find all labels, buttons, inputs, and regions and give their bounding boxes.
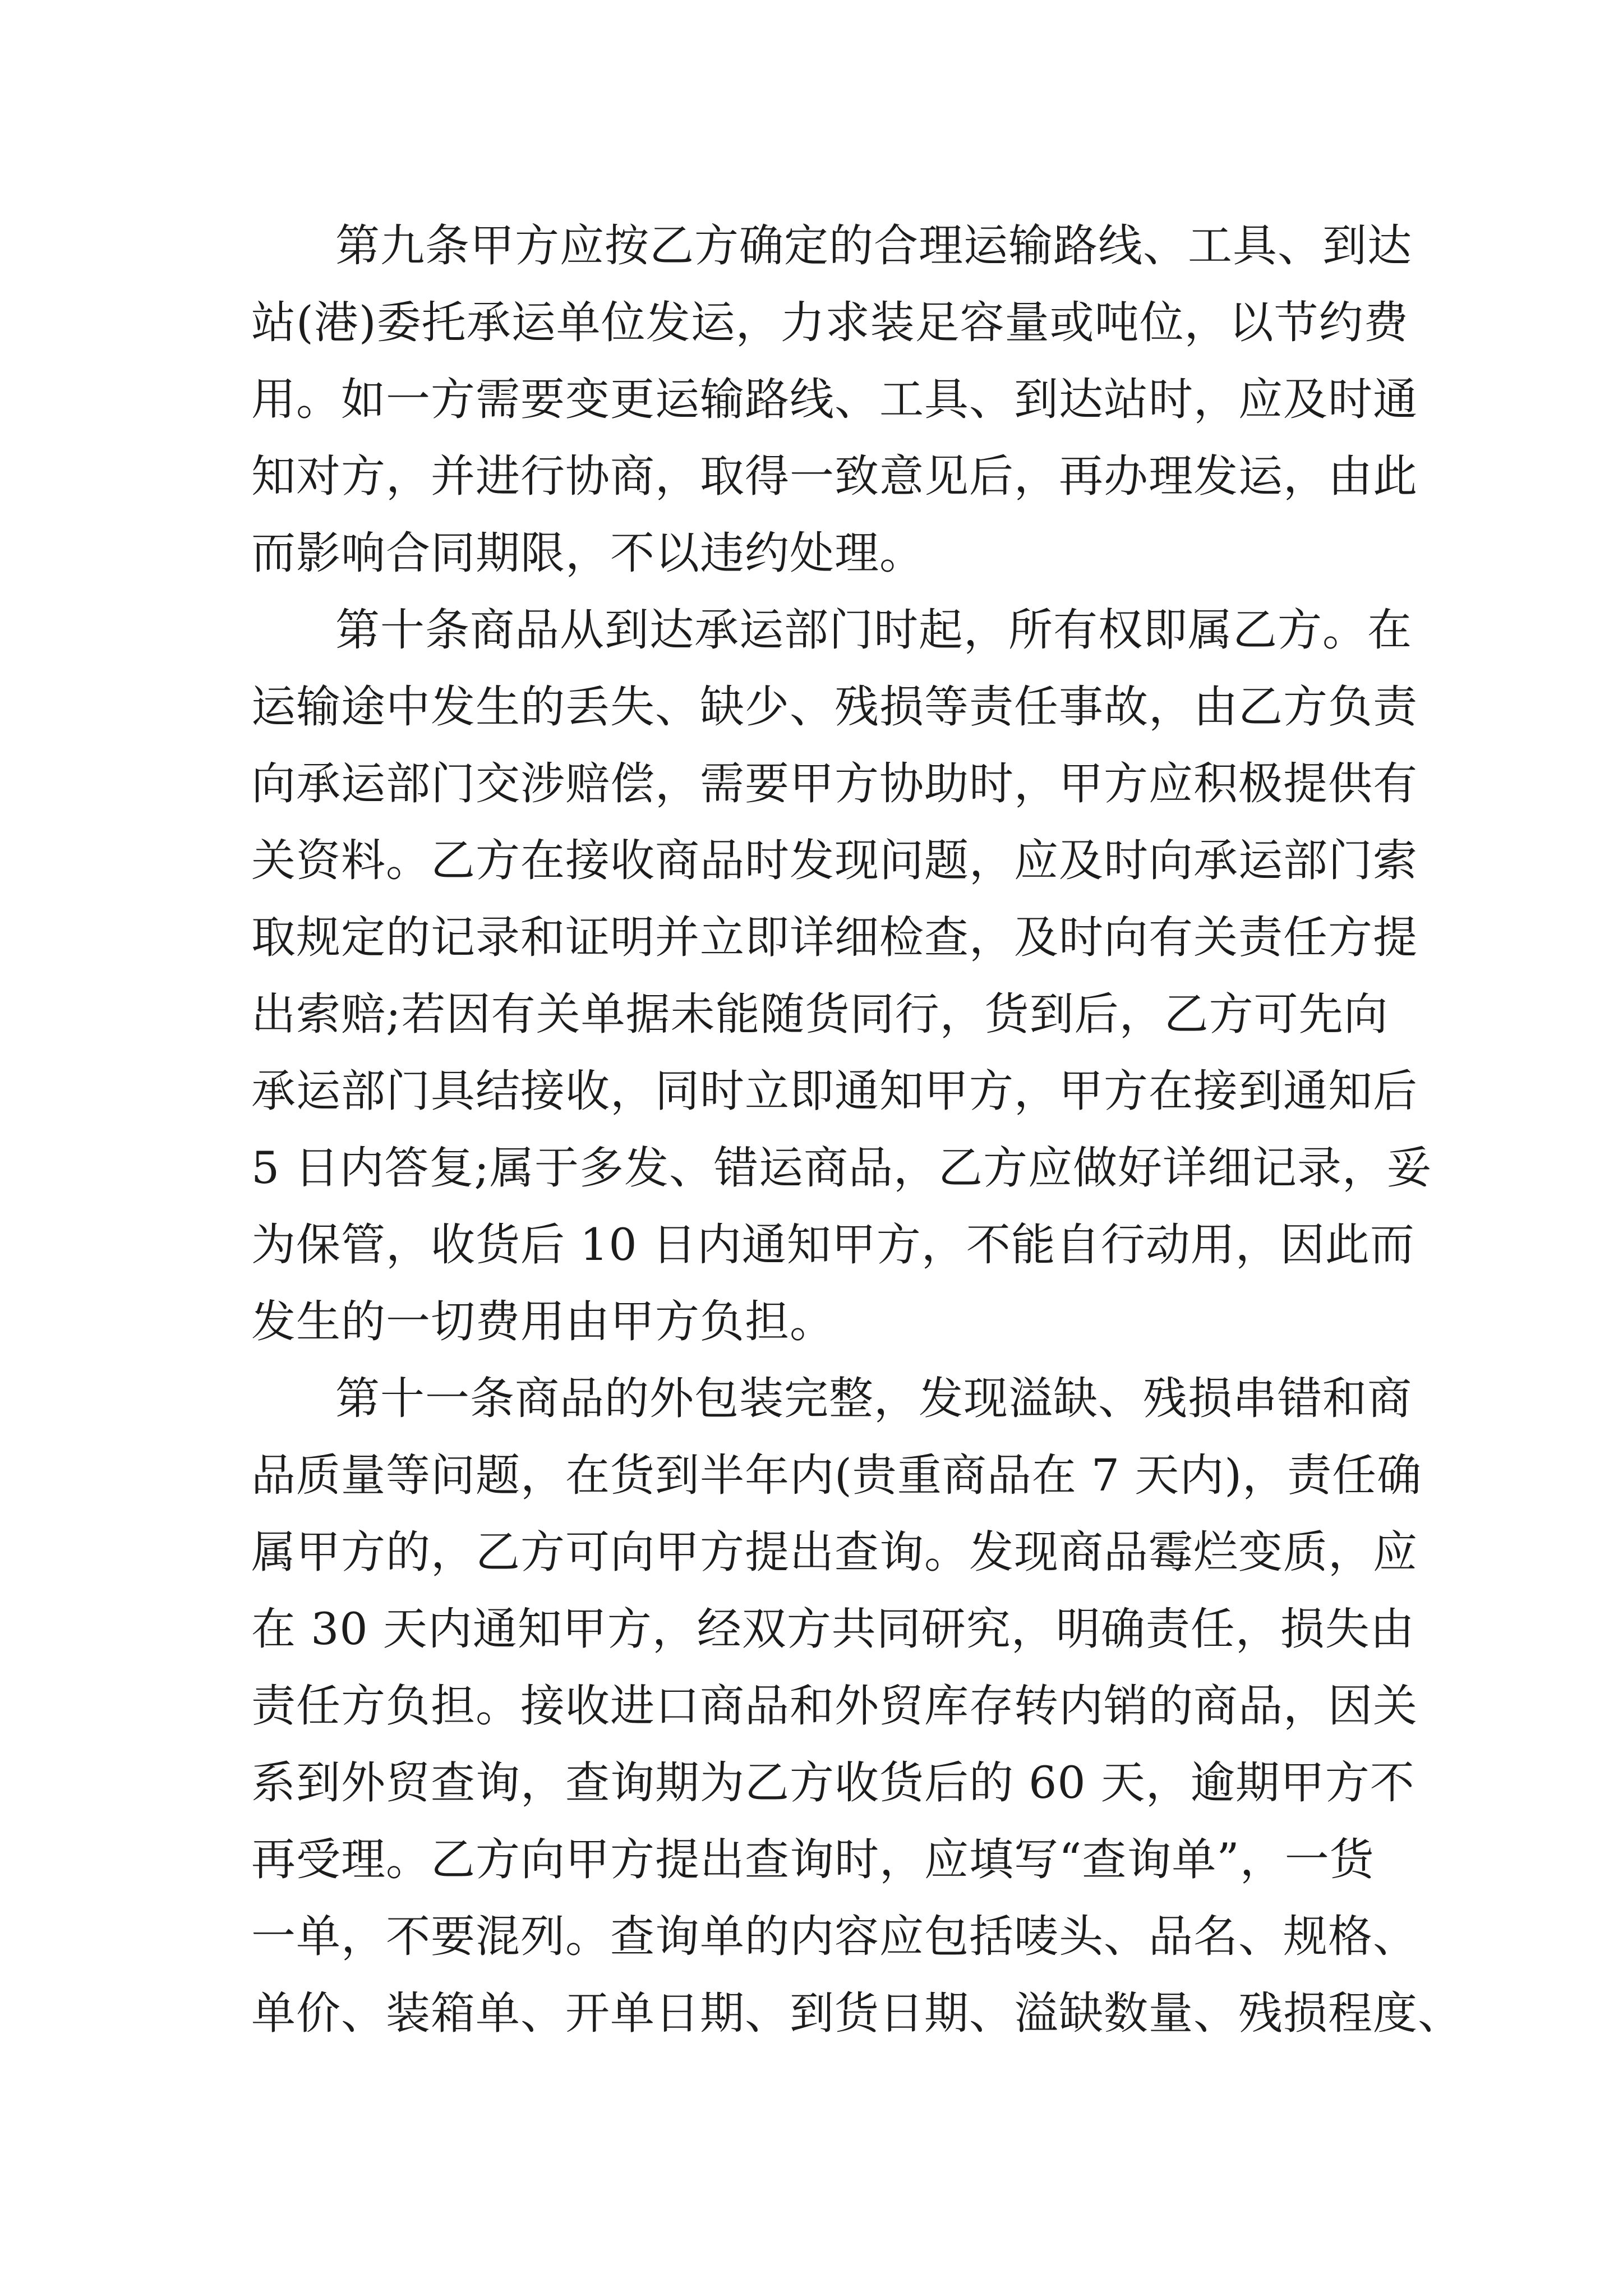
- article-9-line-5: 而影响合同期限，不以违约处理。: [251, 527, 924, 579]
- article-10-line-6: 出索赔;若因有关单据未能随货同行，货到后，乙方可先向: [251, 988, 1389, 1040]
- article-11-line-1: 第十一条商品的外包装完整，发现溢缺、残损串错和商: [335, 1373, 1412, 1424]
- document-body: [251, 208, 1463, 2052]
- article-9-line-2: 站(港)委托承运单位发运，力求装足容量或吨位，以节约费: [251, 297, 1409, 348]
- article-11-line-9: 单价、装箱单、开单日期、到货日期、溢缺数量、残损程度、: [251, 1987, 1463, 2039]
- article-11-line-5: 责任方负担。接收进口商品和外贸库存转内销的商品，因关: [251, 1680, 1418, 1732]
- article-9-line-3: 用。如一方需要变更运输路线、工具、到达站时，应及时通: [251, 374, 1418, 425]
- article-11-line-2: 品质量等问题，在货到半年内(贵重商品在 7 天内)，责任确: [251, 1450, 1422, 1501]
- article-10-line-4: 关资料。乙方在接收商品时发现问题，应及时向承运部门索: [251, 835, 1418, 886]
- article-11-line-4: 在 30 天内通知甲方，经双方共同研究，明确责任，损失由: [251, 1603, 1415, 1655]
- article-11-line-7: 再受理。乙方向甲方提出查询时，应填写“查询单”，一货: [251, 1834, 1375, 1885]
- article-10-line-10: 发生的一切费用由甲方负担。: [251, 1296, 834, 1347]
- article-11-line-3: 属甲方的，乙方可向甲方提出查询。发现商品霉烂变质，应: [251, 1526, 1418, 1578]
- article-9-line-4: 知对方，并进行协商，取得一致意见后，再办理发运，由此: [251, 450, 1418, 502]
- article-10-line-8: 5 日内答复;属于多发、错运商品，乙方应做好详细记录，妥: [251, 1142, 1432, 1194]
- article-10-line-2: 运输途中发生的丢失、缺少、残损等责任事故，由乙方负责: [251, 681, 1418, 733]
- article-10-line-7: 承运部门具结接收，同时立即通知甲方，甲方在接到通知后: [251, 1065, 1418, 1117]
- article-10-line-5: 取规定的记录和证明并立即详细检查，及时向有关责任方提: [251, 912, 1418, 963]
- article-10-line-9: 为保管，收货后 10 日内通知甲方，不能自行动用，因此而: [251, 1219, 1415, 1271]
- article-10-line-3: 向承运部门交涉赔偿，需要甲方协助时，甲方应积极提供有: [251, 758, 1418, 809]
- article-11-line-6: 系到外贸查询，查询期为乙方收货后的 60 天，逾期甲方不: [251, 1757, 1415, 1809]
- article-10-line-1: 第十条商品从到达承运部门时起，所有权即属乙方。在: [335, 604, 1412, 656]
- article-9-line-1: 第九条甲方应按乙方确定的合理运输路线、工具、到达: [335, 220, 1412, 272]
- article-11-line-8: 一单，不要混列。查询单的内容应包括唛头、品名、规格、: [251, 1911, 1418, 1962]
